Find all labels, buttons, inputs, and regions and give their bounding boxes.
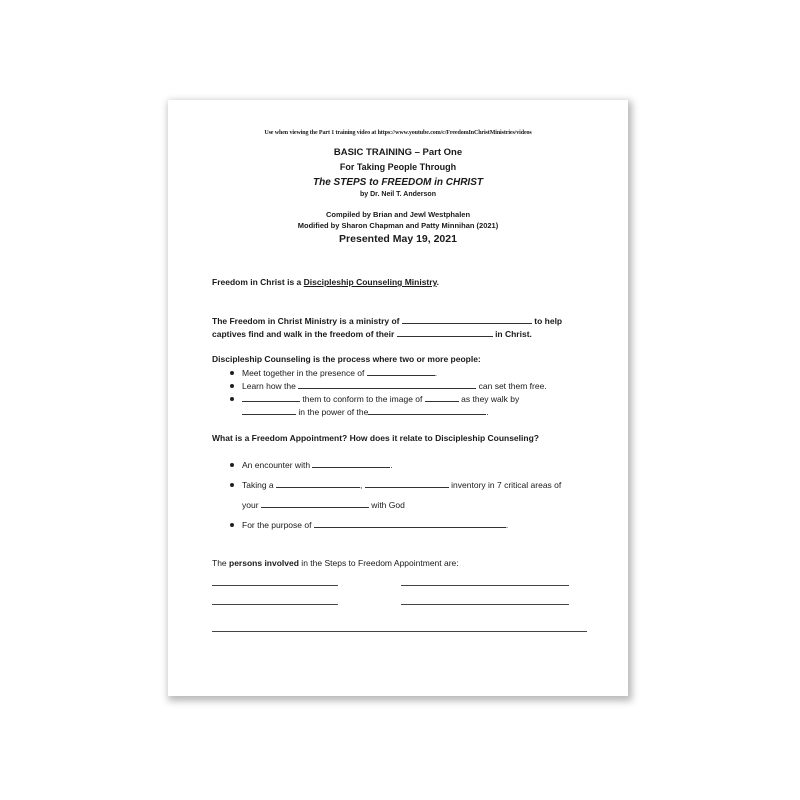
s4-b2-c: inventory in 7 critical areas of — [451, 480, 562, 490]
bullet-icon — [230, 371, 234, 375]
s5-statement — [212, 558, 459, 568]
bullet-icon — [230, 483, 234, 487]
s3-b2-a: Learn how the — [242, 381, 296, 391]
s3-b3-c: in the power of the — [298, 407, 369, 417]
s2-line1 — [212, 315, 562, 326]
s3-bullet-3 — [230, 393, 519, 404]
subtitle: For Taking People Through — [339, 162, 457, 172]
section-ministry-statement — [212, 277, 439, 287]
s2-line1-a: The Freedom in Christ Ministry is a ministry of — [212, 316, 400, 326]
s5-prefix: The — [212, 558, 230, 568]
answer-line-long[interactable] — [212, 631, 587, 632]
s1-prefix: Freedom in Christ is a — [212, 277, 304, 287]
blank — [397, 328, 493, 337]
blank — [276, 479, 363, 490]
bullet-icon — [230, 384, 234, 388]
s4-b2-e: with God — [371, 500, 405, 510]
s3-bullet-1 — [230, 367, 437, 378]
s3-bullet-2 — [230, 380, 547, 391]
blank — [312, 459, 393, 470]
s3-heading: Discipleship Counseling is the process where two or more people: — [212, 354, 481, 364]
bullet-icon — [230, 523, 234, 527]
s4-b3-b: . — [505, 520, 509, 530]
s4-b1-a: An encounter with — [242, 460, 311, 470]
author: by Dr. Neil T. Anderson — [360, 191, 436, 198]
blank — [368, 406, 489, 417]
s1-suffix: . — [436, 277, 440, 287]
blank — [425, 393, 459, 402]
s4-b2-a: Taking a — [242, 480, 274, 490]
blank — [314, 519, 509, 530]
s4-b1-b: . — [390, 460, 393, 470]
blank — [365, 479, 449, 488]
modified-by: Modified by Sharon Chapman and Patty Minnihan (2021) — [297, 221, 499, 230]
s2-line2-b: in Christ. — [495, 329, 532, 339]
presented-date: Presented May 19, 2021 — [339, 233, 457, 245]
s3-b3-d: . — [486, 407, 489, 417]
s4-bullet-3 — [230, 519, 508, 530]
blank — [261, 499, 369, 508]
compiled-by: Compiled by Brian and Jewl Westphalen — [325, 210, 471, 219]
answer-line[interactable] — [212, 585, 338, 586]
s4-bullet-1 — [230, 459, 393, 470]
answer-line[interactable] — [212, 604, 338, 605]
blank — [298, 380, 476, 389]
s3-b3-a: them to conform to the image of — [302, 394, 423, 404]
worksheet-page — [168, 100, 628, 696]
s5-bold: persons involved — [229, 558, 299, 568]
s3-b1-a: Meet together in the presence of — [242, 368, 365, 378]
steps-title: The STEPS to FREEDOM in CHRIST — [312, 177, 483, 188]
blank — [242, 406, 296, 415]
s3-bullet-3-cont — [242, 406, 489, 417]
bullet-icon — [230, 397, 234, 401]
blank — [367, 367, 438, 378]
blank — [242, 393, 300, 402]
s1-highlight: Discipleship Counseling Ministry — [303, 277, 437, 287]
s4-heading: What is a Freedom Appointment? How does it relate to Discipleship Counseling? — [212, 433, 539, 443]
s4-bullet-2-cont — [242, 499, 405, 510]
s2-line1-b: to help — [534, 316, 563, 326]
s2-line2-a: captives find and walk in the freedom of their — [212, 329, 395, 339]
s4-b3-a: For the purpose of — [242, 520, 312, 530]
s3-b2-b: can set them free. — [478, 381, 547, 391]
s3-b1-b: . — [434, 368, 438, 378]
s2-line2 — [212, 328, 532, 339]
answer-line[interactable] — [401, 585, 569, 586]
s5-suffix: in the Steps to Freedom Appointment are: — [298, 558, 459, 568]
bullet-icon — [230, 463, 234, 467]
s4-b2-d: your — [242, 500, 259, 510]
s4-b2-b: , — [360, 480, 363, 490]
answer-line[interactable] — [401, 604, 569, 605]
s4-bullet-2 — [230, 479, 561, 490]
s3-b3-b: as they walk by — [461, 394, 520, 404]
video-note: Use when viewing the Part 1 training video at https://www.youtube.com/c/FreedomInChristMinistries/videos — [264, 130, 532, 136]
title: BASIC TRAINING – Part One — [333, 147, 463, 158]
blank — [402, 315, 532, 324]
